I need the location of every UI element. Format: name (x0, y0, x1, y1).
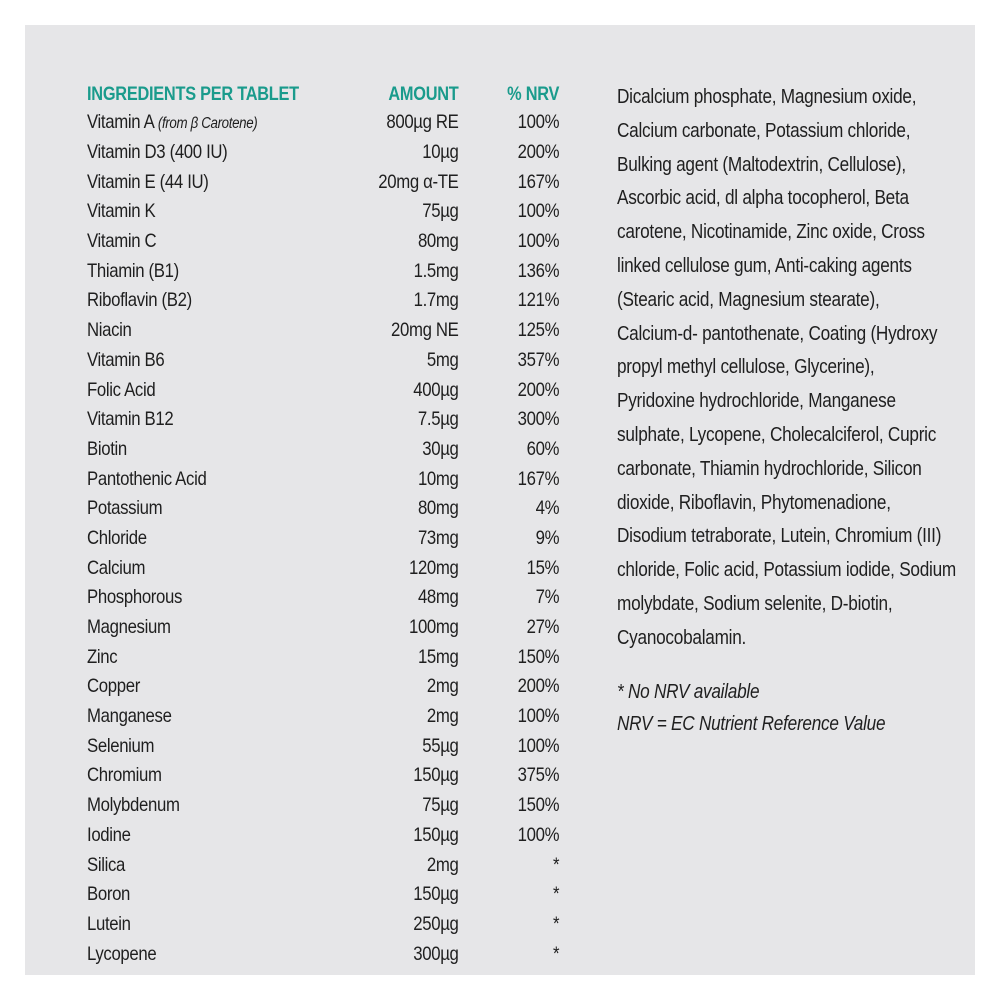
ingredient-nrv: 167% (517, 170, 560, 193)
ingredient-name (87, 438, 371, 461)
ingredient-name (87, 794, 371, 817)
ingredient-name-text: Vitamin B12 (87, 408, 174, 431)
ingredient-name-text: Thiamin (B1) (87, 259, 179, 282)
ingredient-name-text: Selenium (87, 734, 155, 757)
ingredient-amount: 20mg α-TE (378, 170, 459, 193)
ingredient-nrv: 200% (517, 141, 560, 164)
table-row (87, 405, 562, 435)
ingredient-amount: 1.7mg (413, 289, 459, 312)
ingredient-name (87, 527, 371, 550)
ingredient-nrv: 60% (526, 437, 560, 460)
table-row (87, 316, 562, 346)
ingredient-amount: 150µg (413, 823, 459, 846)
ingredients-line: Pyridoxine hydrochloride, Manganese (617, 390, 896, 413)
ingredient-amount: 400µg (413, 378, 459, 401)
ingredient-nrv: 100% (517, 200, 560, 223)
ingredient-amount: 80mg (417, 497, 459, 520)
table-row (87, 642, 562, 672)
ingredient-name (87, 468, 371, 491)
header-nrv: % NRV (507, 84, 560, 105)
ingredient-name-text: Copper (87, 675, 140, 698)
table-row (87, 702, 562, 732)
ingredient-name (87, 230, 371, 253)
table-header (87, 82, 562, 108)
ingredient-name (87, 913, 371, 936)
ingredient-name-text: Lutein (87, 912, 131, 935)
ingredient-name-text: Vitamin A (87, 111, 154, 134)
table-row (87, 553, 562, 583)
nutrition-table (87, 82, 562, 969)
table-row (87, 464, 562, 494)
table-row (87, 583, 562, 613)
ingredient-amount: 15mg (417, 645, 459, 668)
ingredient-name (87, 764, 371, 787)
ingredient-nrv: * (552, 942, 560, 965)
ingredients-list (617, 81, 978, 656)
ingredient-nrv: * (552, 853, 560, 876)
table-row (87, 613, 562, 643)
ingredient-nrv: 100% (517, 823, 560, 846)
ingredient-name (87, 497, 371, 520)
ingredients-line: linked cellulose gum, Anti-caking agents (617, 254, 912, 277)
footnote-no-nrv: * No NRV available (617, 680, 760, 703)
table-row (87, 880, 562, 910)
ingredient-name (87, 675, 371, 698)
ingredient-nrv: 200% (517, 378, 560, 401)
ingredient-amount: 20mg NE (391, 319, 459, 342)
ingredients-line: Ascorbic acid, dl alpha tocopherol, Beta (617, 187, 909, 210)
ingredients-column (617, 81, 978, 740)
ingredient-name (87, 705, 371, 728)
ingredient-name (87, 200, 371, 223)
ingredient-nrv: 375% (517, 764, 560, 787)
ingredient-nrv: 357% (517, 348, 560, 371)
ingredient-name (87, 616, 371, 639)
ingredient-name-text: Manganese (87, 705, 172, 728)
ingredient-name (87, 289, 371, 312)
ingredient-name-text: Calcium (87, 556, 146, 579)
ingredient-nrv: 300% (517, 408, 560, 431)
ingredient-name (87, 646, 371, 669)
ingredients-line: Dicalcium phosphate, Magnesium oxide, (617, 86, 917, 108)
table-row (87, 108, 562, 138)
ingredient-name (87, 171, 371, 194)
ingredient-name-text: Boron (87, 883, 131, 906)
ingredient-name (87, 943, 371, 966)
ingredients-line: carotene, Nicotinamide, Zinc oxide, Cross (617, 221, 925, 244)
ingredient-nrv: 150% (517, 645, 560, 668)
ingredient-amount: 2mg (426, 675, 459, 698)
ingredient-name-text: Vitamin C (87, 230, 157, 253)
ingredient-amount: 2mg (426, 853, 459, 876)
ingredient-amount: 120mg (408, 556, 459, 579)
ingredient-amount: 48mg (417, 586, 459, 609)
table-row (87, 256, 562, 286)
ingredient-name-text: Niacin (87, 319, 132, 342)
ingredient-name (87, 557, 371, 580)
header-amount: AMOUNT (388, 84, 459, 105)
ingredient-name-text: Potassium (87, 497, 163, 520)
table-row (87, 375, 562, 405)
ingredient-name (87, 586, 371, 609)
ingredient-amount: 10mg (417, 467, 459, 490)
ingredient-amount: 1.5mg (413, 259, 459, 282)
ingredient-amount: 55µg (422, 734, 459, 757)
ingredient-nrv: 100% (517, 734, 560, 757)
ingredient-amount: 73mg (417, 526, 459, 549)
ingredient-nrv: 121% (517, 289, 560, 312)
table-row (87, 435, 562, 465)
ingredients-line: molybdate, Sodium selenite, D-biotin, (617, 592, 893, 615)
ingredients-line: Disodium tetraborate, Lutein, Chromium (III) (617, 525, 942, 548)
ingredient-name (87, 260, 371, 283)
table-row (87, 286, 562, 316)
table-row (87, 227, 562, 257)
ingredient-amount: 300µg (413, 942, 459, 965)
ingredient-nrv: 27% (526, 616, 560, 639)
footnotes (617, 676, 978, 740)
ingredient-amount: 75µg (422, 200, 459, 223)
ingredient-amount: 100mg (408, 616, 459, 639)
ingredient-amount: 80mg (417, 230, 459, 253)
ingredient-name-text: Vitamin E (44 IU) (87, 170, 209, 193)
nutrition-panel (25, 25, 975, 975)
ingredients-line: Bulking agent (Maltodextrin, Cellulose), (617, 153, 906, 176)
ingredient-name-text: Lycopene (87, 942, 157, 965)
ingredient-name-text: Vitamin D3 (400 IU) (87, 141, 228, 164)
ingredient-name-text: Vitamin K (87, 200, 156, 223)
table-row (87, 731, 562, 761)
ingredient-note: (from β Carotene) (157, 115, 258, 133)
ingredients-line: (Stearic acid, Magnesium stearate), (617, 288, 880, 311)
ingredient-amount: 10µg (422, 141, 459, 164)
table-row (87, 494, 562, 524)
ingredient-nrv: 15% (526, 556, 560, 579)
ingredient-name (87, 141, 371, 164)
ingredient-amount: 30µg (422, 437, 459, 460)
ingredient-amount: 7.5µg (417, 408, 459, 431)
ingredient-name (87, 349, 371, 372)
ingredient-amount: 250µg (413, 912, 459, 935)
table-row (87, 821, 562, 851)
ingredient-nrv: 7% (535, 586, 560, 609)
ingredient-name (87, 111, 371, 134)
table-row (87, 910, 562, 940)
table-row (87, 761, 562, 791)
ingredient-nrv: 100% (517, 230, 560, 253)
table-row (87, 138, 562, 168)
ingredient-amount: 800µg RE (386, 111, 459, 134)
table-body (87, 108, 562, 969)
table-row (87, 791, 562, 821)
ingredient-nrv: 150% (517, 794, 560, 817)
ingredient-name (87, 824, 371, 847)
ingredient-name-text: Riboflavin (B2) (87, 289, 192, 312)
table-row (87, 346, 562, 376)
ingredient-name (87, 883, 371, 906)
ingredient-nrv: 167% (517, 467, 560, 490)
table-row (87, 850, 562, 880)
ingredient-name-text: Chloride (87, 526, 147, 549)
ingredients-line: dioxide, Riboflavin, Phytomenadione, (617, 491, 891, 514)
ingredient-name (87, 735, 371, 758)
ingredient-nrv: * (552, 883, 560, 906)
table-row (87, 939, 562, 969)
ingredient-name-text: Zinc (87, 645, 118, 668)
ingredient-name-text: Pantothenic Acid (87, 467, 207, 490)
ingredient-name-text: Magnesium (87, 616, 171, 639)
ingredients-line: propyl methyl cellulose, Glycerine), (617, 356, 875, 379)
ingredient-name-text: Folic Acid (87, 378, 156, 401)
header-ingredient: INGREDIENTS PER TABLET (87, 84, 299, 105)
table-row (87, 197, 562, 227)
ingredient-name-text: Silica (87, 853, 126, 876)
ingredient-nrv: 200% (517, 675, 560, 698)
ingredient-name (87, 408, 371, 431)
ingredient-name (87, 379, 371, 402)
ingredient-nrv: 100% (517, 111, 560, 134)
ingredients-line: carbonate, Thiamin hydrochloride, Silicon (617, 457, 922, 480)
ingredient-name-text: Vitamin B6 (87, 348, 165, 371)
ingredient-nrv: * (552, 912, 560, 935)
ingredient-nrv: 100% (517, 705, 560, 728)
ingredients-line: Cyanocobalamin. (617, 626, 747, 649)
table-row (87, 672, 562, 702)
ingredient-name-text: Phosphorous (87, 586, 183, 609)
ingredient-name (87, 319, 371, 342)
ingredient-nrv: 4% (535, 497, 560, 520)
ingredient-amount: 150µg (413, 883, 459, 906)
table-row (87, 524, 562, 554)
ingredients-line: Calcium-d- pantothenate, Coating (Hydroxy (617, 322, 938, 345)
ingredient-name (87, 854, 371, 877)
ingredient-amount: 2mg (426, 705, 459, 728)
footnote-nrv-definition: NRV = EC Nutrient Reference Value (617, 712, 886, 735)
ingredient-nrv: 9% (535, 526, 560, 549)
ingredient-amount: 5mg (426, 348, 459, 371)
ingredient-nrv: 125% (517, 319, 560, 342)
ingredient-name-text: Biotin (87, 437, 127, 460)
ingredient-amount: 75µg (422, 794, 459, 817)
ingredient-name-text: Iodine (87, 823, 131, 846)
ingredients-line: sulphate, Lycopene, Cholecalciferol, Cupric (617, 423, 937, 446)
ingredient-nrv: 136% (517, 259, 560, 282)
ingredients-line: chloride, Folic acid, Potassium iodide, Sodium (617, 559, 956, 582)
ingredient-name-text: Chromium (87, 764, 162, 787)
ingredient-amount: 150µg (413, 764, 459, 787)
ingredients-line: Calcium carbonate, Potassium chloride, (617, 119, 911, 142)
ingredient-name-text: Molybdenum (87, 794, 180, 817)
table-row (87, 167, 562, 197)
